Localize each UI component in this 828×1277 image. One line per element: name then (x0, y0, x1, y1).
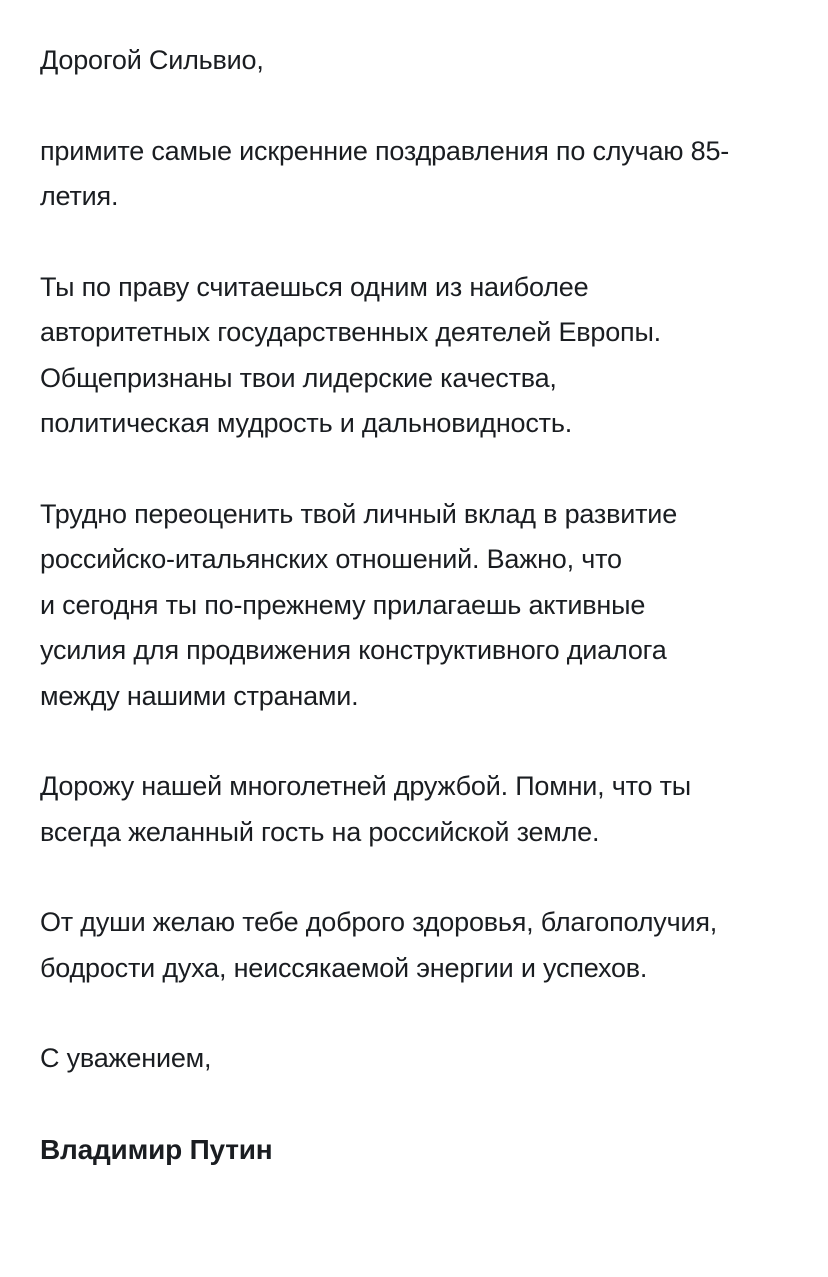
letter-paragraph-congratulations: примите самые искренние поздравления по случаю 85- летия. (40, 135, 730, 211)
letter-paragraph-wishes: От души желаю тебе доброго здоровья, благополучия, бодрости духа, неиссякаемой энергии и успехов. (40, 907, 718, 983)
letter-body (40, 38, 800, 1172)
letter-paragraph-friendship: Дорожу нашей многолетней дружбой. Помни, что ты всегда желанный гость на российской земле. (40, 771, 692, 847)
letter-greeting: Дорогой Сильвио, (40, 45, 264, 75)
letter-closing: С уважением, (40, 1043, 212, 1073)
letter-paragraph-statesman: Ты по праву считаешься одним из наиболее авторитетных государственных деятелей Европы. Общепризнаны твои лидерские качества, политическая мудрость и дальновидность. (40, 271, 661, 438)
letter-paragraph-relations: Трудно переоценить твой личный вклад в развитие российско-итальянских отношений. Важно, что и сегодня ты по-прежнему прилагаешь активные усилия для продвижения конструктивного диалога между нашими странами. (40, 498, 678, 711)
letter-signature: Владимир Путин (40, 1133, 273, 1165)
